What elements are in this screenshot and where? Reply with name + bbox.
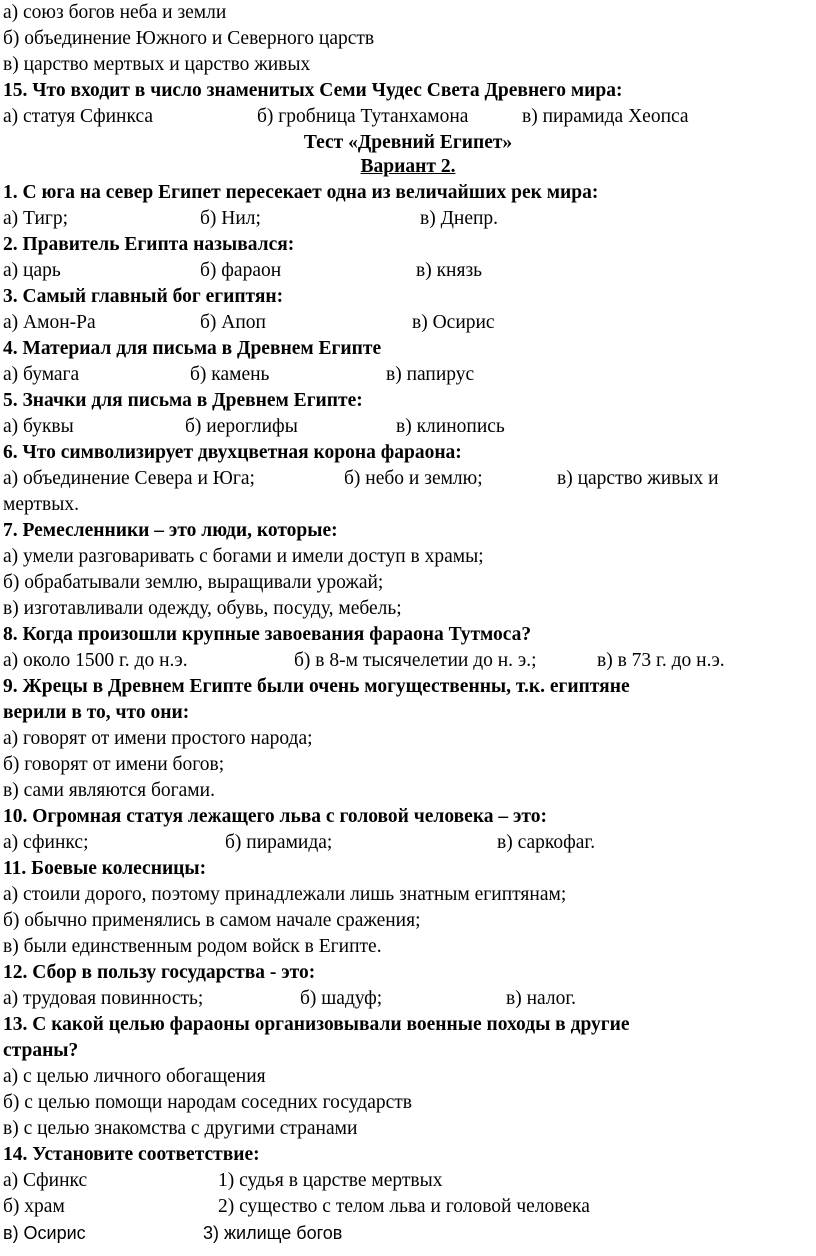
line-text: 11. Боевые колесницы: — [3, 858, 207, 879]
answer-line — [3, 570, 383, 596]
line-text: 14. Установите соответствие: — [3, 1144, 260, 1165]
answer-line — [3, 1090, 412, 1116]
answer-option: а) Тигр; — [3, 208, 69, 229]
line-text: 15. Что входит в число знаменитых Семи Чудес Света Древнего мира: — [3, 80, 623, 101]
answer-option: 2) существо с телом льва и головой человека — [218, 1196, 590, 1217]
answer-option: а) Сфинкс — [3, 1170, 88, 1191]
answer-option: 3) жилище богов — [203, 1223, 343, 1243]
line-text: 4. Материал для письма в Древнем Египте — [3, 338, 382, 359]
answer-option: а) бумага — [3, 364, 80, 385]
answer-option: а) около 1500 г. до н.э. — [3, 650, 188, 671]
line-text: в) царство мертвых и царство живых — [3, 54, 311, 75]
answer-option: в) в 73 г. до н.э. — [597, 650, 725, 671]
answer-line — [3, 1116, 357, 1142]
answer-option: б) храм — [3, 1196, 65, 1217]
answer-option: в) царство живых и — [557, 468, 719, 489]
question-line — [3, 232, 294, 258]
answer-option: б) иероглифы — [185, 416, 298, 437]
question-line — [3, 284, 283, 310]
answer-option: б) Апоп — [200, 312, 266, 333]
line-text: 3. Самый главный бог египтян: — [3, 286, 284, 307]
answer-option: в) папирус — [386, 364, 475, 385]
answer-option: в) клинопись — [396, 416, 505, 437]
answer-line — [3, 1064, 266, 1090]
line-text: б) с целью помощи народам соседних государств — [3, 1092, 413, 1113]
question-line — [3, 622, 531, 648]
answer-option: б) пирамида; — [225, 832, 333, 853]
question-line — [3, 336, 381, 362]
answer-option: в) Осирис — [412, 312, 495, 333]
question-line — [3, 804, 547, 830]
line-text: 9. Жрецы в Древнем Египте были очень могущественны, т.к. египтяне — [3, 676, 630, 697]
question-line — [3, 700, 189, 726]
answer-line — [3, 934, 382, 960]
answer-line — [3, 26, 374, 52]
answer-option: в) саркофаг. — [497, 832, 596, 853]
answer-option: в) Днепр. — [420, 208, 499, 229]
line-text: а) союз богов неба и земли — [3, 2, 227, 23]
answer-option: б) небо и землю; — [344, 468, 483, 489]
question-line — [3, 960, 315, 986]
line-text: б) говорят от имени богов; — [3, 754, 225, 775]
answer-option: б) камень — [190, 364, 270, 385]
line-text: Тест «Древний Египет» — [303, 132, 513, 153]
line-text: 7. Ремесленники – это люди, которые: — [3, 520, 338, 541]
answer-line — [3, 0, 226, 26]
answer-option: а) сфинкс; — [3, 832, 89, 853]
answer-line — [3, 492, 79, 518]
answer-option: а) объединение Севера и Юга; — [3, 468, 255, 489]
line-text: в) изготавливали одежду, обувь, посуду, мебель; — [3, 598, 402, 619]
line-text: б) обычно применялись в самом начале сражения; — [3, 910, 421, 931]
answer-option: в) князь — [416, 260, 483, 281]
answer-option: а) Амон-Ра — [3, 312, 96, 333]
answer-option: 1) судья в царстве мертвых — [218, 1170, 443, 1191]
line-text: а) умели разговаривать с богами и имели доступ в храмы; — [3, 546, 484, 567]
question-line — [3, 674, 630, 700]
answer-line — [3, 544, 484, 570]
line-text: 10. Огромная статуя лежащего льва с головой человека – это: — [3, 806, 548, 827]
line-text: в) с целью знакомства с другими странами — [3, 1118, 358, 1139]
answer-option: а) трудовая повинность; — [3, 988, 204, 1009]
line-text: 8. Когда произошли крупные завоевания фараона Тутмоса? — [3, 624, 532, 645]
question-line — [3, 1012, 630, 1038]
answer-option: в) Осирис — [3, 1223, 86, 1243]
line-text: 6. Что символизирует двухцветная корона фараона: — [3, 442, 462, 463]
line-text: 2. Правитель Египта назывался: — [3, 234, 295, 255]
answer-option: б) шадуф; — [300, 988, 383, 1009]
line-text: а) стоили дорого, поэтому принадлежали лишь знатным египтянам; — [3, 884, 567, 905]
answer-line — [3, 52, 310, 78]
answer-line — [3, 882, 566, 908]
answer-option: б) Нил; — [200, 208, 261, 229]
question-line — [3, 856, 206, 882]
answer-option: а) буквы — [3, 416, 74, 437]
question-line — [3, 1038, 78, 1064]
line-text: страны? — [3, 1040, 79, 1061]
answer-option: б) фараон — [200, 260, 282, 281]
line-text: мертвых. — [3, 494, 79, 515]
answer-option: а) царь — [3, 260, 61, 281]
answer-line — [3, 752, 224, 778]
question-line — [3, 78, 622, 104]
question-line — [3, 180, 598, 206]
line-text: в) были единственным родом войск в Египте. — [3, 936, 382, 957]
question-line — [3, 440, 462, 466]
answer-option: б) в 8-м тысячелетии до н. э.; — [294, 650, 537, 671]
line-text: б) объединение Южного и Северного царств — [3, 28, 375, 49]
line-text: а) с целью личного обогащения — [3, 1066, 266, 1087]
answer-line — [3, 596, 402, 622]
answer-option: в) пирамида Хеопса — [522, 106, 689, 127]
question-line — [3, 1142, 260, 1168]
question-line — [3, 518, 338, 544]
answer-line — [3, 908, 421, 934]
answer-option: а) статуя Сфинкса — [3, 106, 154, 127]
line-text: 5. Значки для письма в Древнем Египте: — [3, 390, 363, 411]
line-text: 12. Сбор в пользу государства - это: — [3, 962, 316, 983]
line-text: Вариант 2. — [360, 156, 456, 177]
question-line — [3, 388, 363, 414]
line-text: б) обрабатывали землю, выращивали урожай; — [3, 572, 384, 593]
answer-line — [3, 778, 215, 804]
answer-line — [3, 726, 313, 752]
line-text: 13. С какой целью фараоны организовывали военные походы в другие — [3, 1014, 630, 1035]
line-text: в) сами являются богами. — [3, 780, 215, 801]
line-text: а) говорят от имени простого народа; — [3, 728, 313, 749]
line-text: 1. С юга на север Египет пересекает одна из величайших рек мира: — [3, 182, 599, 203]
answer-option: б) гробница Тутанхамона — [257, 106, 469, 127]
test-title — [0, 130, 816, 156]
line-text: верили в то, что они: — [3, 702, 190, 723]
answer-option: в) налог. — [506, 988, 576, 1009]
variant-subtitle — [0, 154, 816, 180]
